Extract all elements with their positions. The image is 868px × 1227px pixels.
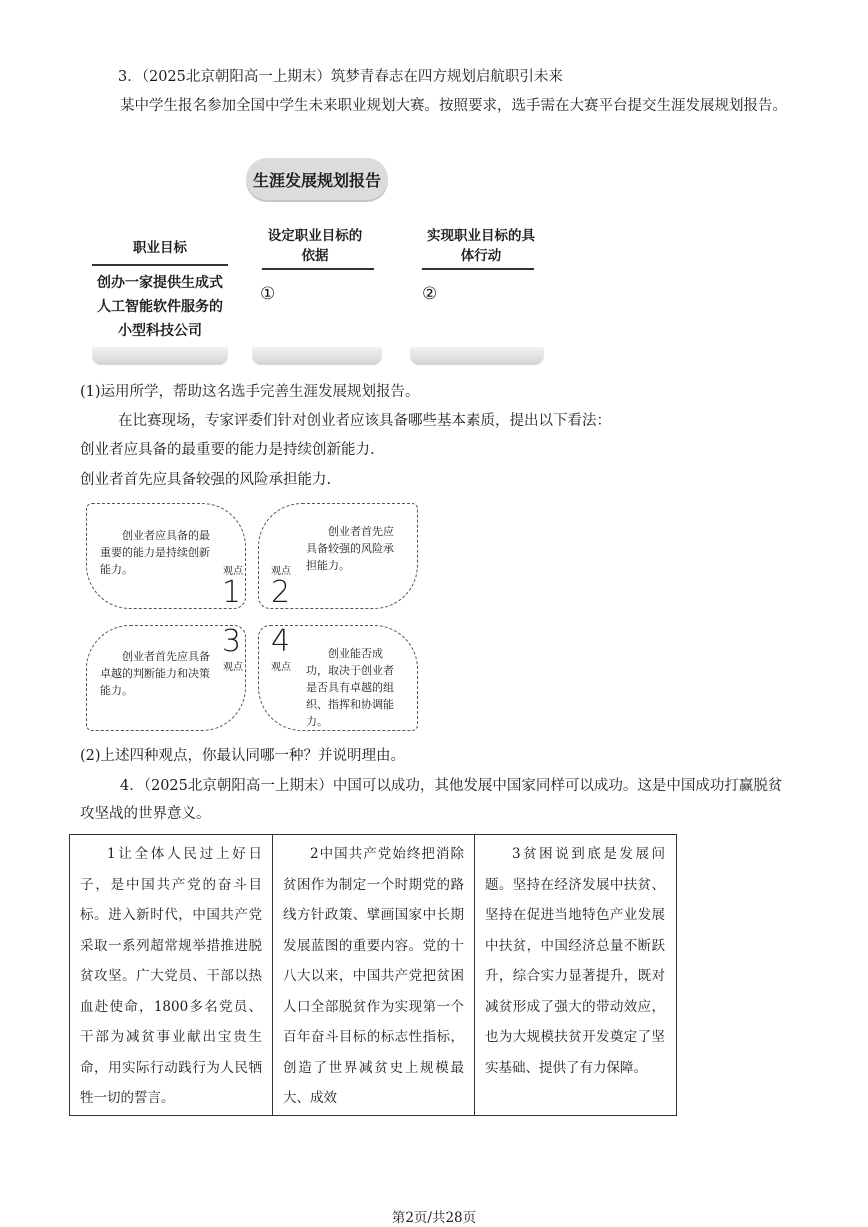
table-cell-2-text: 2中国共产党始终把消除贫困作为制定一个时期党的路线方针政策、擘画国家中长期发展蓝图的重要内容。党的十八大以来，中国共产党把贫困人口全部脱贫作为实现第一个百年奋斗目标的标志性指标，创造了世界减贫史上规模最大、成效 [283, 846, 464, 1106]
table-cell-3 [474, 835, 675, 1115]
report-title: 生涯发展规划报告 [246, 158, 388, 200]
col1-base [92, 347, 228, 365]
q3-sub1: (1)运用所学，帮助这名选手完善生涯发展规划报告。 [80, 384, 420, 400]
viewpoint-1-label: 观点 [223, 566, 243, 577]
table-cell-3-text: 3贫困说到底是发展问题。坚持在经济发展中扶贫、坚持在促进当地特色产业发展中扶贫，中国经济总量不断跃升，综合实力显著提升，既对减贫形成了强大的带动效应，也为大规模扶贫开发奠定了坚实基础、提供了有力保障。 [485, 846, 665, 1076]
col-goal-basis-head: 设定职业目标的依据 [267, 228, 363, 264]
blank-2-mark: ② [422, 284, 438, 304]
table-cell-2 [272, 835, 474, 1115]
viewpoint-4-label: 观点 [271, 662, 291, 673]
view-b: 创业者首先应具备较强的风险承担能力. [80, 472, 332, 488]
material-table [69, 834, 677, 1116]
q3-heading: 3．（2025北京朝阳高一上期末）筑梦青春志在四方规划启航职引未来 [118, 69, 563, 85]
blank-1-mark: ① [260, 284, 276, 304]
q3-intro: 某中学生报名参加全国中学生未来职业规划大赛。按照要求，选手需在大赛平台提交生涯发展规划报告。 [120, 98, 787, 114]
view-a: 创业者应具备的最重要的能力是持续创新能力. [80, 442, 375, 458]
col-actions-head: 实现职业目标的具体行动 [427, 228, 535, 264]
viewpoint-3-text: 创业者首先应具备卓越的判断能力和决策能力。 [100, 650, 210, 697]
viewpoint-4-text: 创业能否成功，取决于创业者是否具有卓越的组织、指挥和协调能力。 [306, 647, 394, 728]
viewpoint-2-num: 2 [271, 575, 291, 610]
q4-heading: 4．（2025北京朝阳高一上期末）中国可以成功，其他发展中国家同样可以成功。这是中国成功打赢脱贫攻坚战的世界意义。 [80, 778, 783, 822]
viewpoint-3-label: 观点 [223, 662, 243, 673]
table-cell-1 [70, 835, 272, 1115]
col-actions [420, 226, 542, 304]
viewpoint-2-text: 创业者首先应具备较强的风险承担能力。 [306, 525, 394, 572]
col2-base [252, 347, 382, 365]
viewpoint-1-text: 创业者应具备的最重要的能力是持续创新能力。 [100, 529, 210, 576]
page-footer: 第2页/共28页 [391, 1210, 477, 1226]
viewpoint-4-num: 4 [271, 624, 291, 659]
col-goal-basis [254, 226, 376, 304]
col-career-goal-head: 职业目标 [133, 240, 187, 256]
col-career-goal-body: 创办一家提供生成式人工智能软件服务的小型科技公司 [97, 275, 223, 339]
viewpoint-2-label: 观点 [271, 566, 291, 577]
col3-base [410, 347, 544, 365]
viewpoint-3-num: 3 [222, 624, 242, 659]
viewpoint-1-num: 1 [222, 575, 242, 610]
expert-intro: 在比赛现场，专家评委们针对创业者应该具备哪些基本素质，提出以下看法： [118, 413, 611, 429]
q3-sub2: (2)上述四种观点，你最认同哪一种？并说明理由。 [80, 748, 406, 764]
col-career-goal [92, 230, 228, 343]
table-cell-1-text: 1让全体人民过上好日子，是中国共产党的奋斗目标。进入新时代，中国共产党采取一系列超常规举措推进脱贫攻坚。广大党员、干部以热血赴使命，1800多名党员、干部为减贫事业献出宝贵生命，用实际行动践行为人民牺牲一切的誓言。 [80, 846, 262, 1106]
